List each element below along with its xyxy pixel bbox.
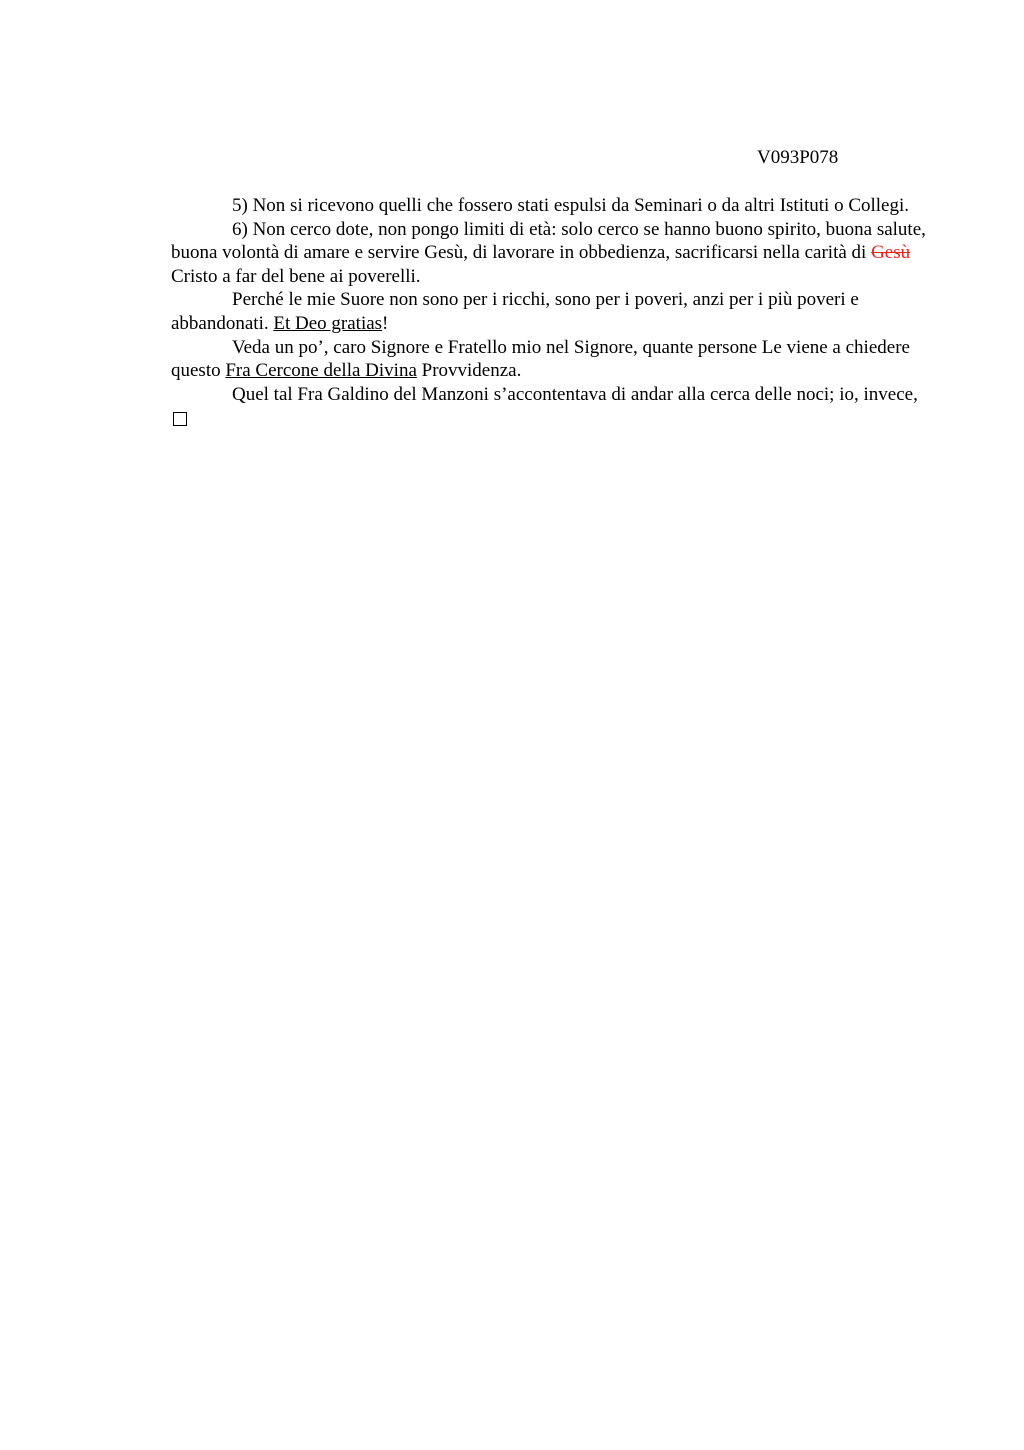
document-body [171,194,936,426]
paragraph-text: ! [382,312,389,334]
paragraph-text: Quel tal Fra Galdino del Manzoni s’accontentava di andar alla cerca delle noci; io, invece, [232,383,918,405]
paragraph-suore [171,288,936,335]
underlined-phrase: Fra Cercone della Divina [225,360,417,382]
paragraph-text: Cristo a far del bene ai poverelli. [171,265,421,287]
paragraph-text: 5) Non si ricevono quelli che fossero stati espulsi da Seminari o da altri Istituti o Collegi. [232,195,910,216]
paragraph-text: Veda un po’, caro Signore e Fratello mio nel Signore, quante persone Le viene a chiedere questo [171,336,910,382]
paragraph-5 [171,194,936,218]
paragraph-text: Provvidenza. [416,360,522,382]
paragraph-text: 6) Non cerco dote, non pongo limiti di età: solo cerco se hanno buono spirito, buona salute, buona volontà di amare e servire Gesù, di lavorare in obbedienza, sacrificarsi nella carità di [171,218,926,264]
paragraph-text: Perché le mie Suore non sono per i ricchi, sono per i poveri, anzi per i più poveri e abbandonati. [171,289,859,334]
paragraph-veda [171,336,936,383]
paragraph-6 [171,218,936,289]
checkbox-icon [173,412,187,426]
paragraph-galdino [171,383,936,407]
deleted-word: Gesù [871,242,911,264]
page-identifier: V093P078 [757,147,839,168]
underlined-phrase: Et Deo gratias [273,312,383,334]
